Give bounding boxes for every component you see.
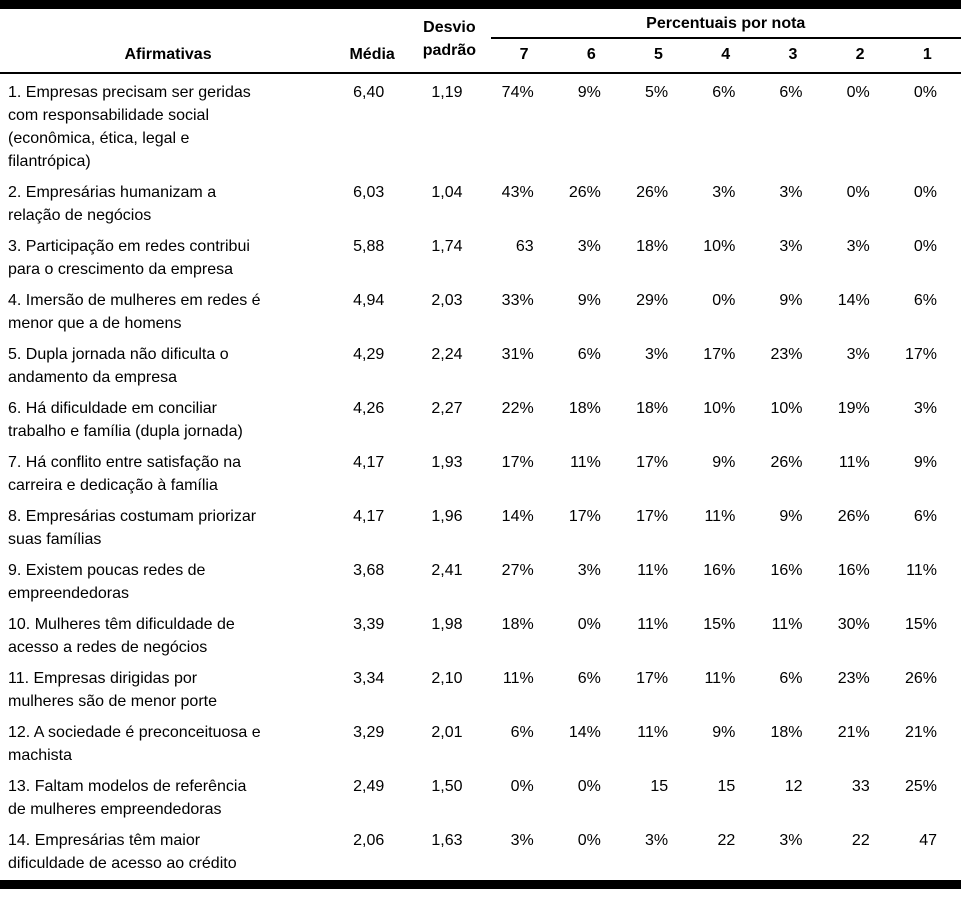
percentual-cell-nota-7: 11% xyxy=(502,670,534,687)
percentual-cell-nota-4: 17% xyxy=(703,346,736,363)
percentual-cell-nota-3: 3% xyxy=(779,238,803,255)
percentual-cell-nota-3: 11% xyxy=(771,616,803,633)
percentual-cell-nota-4: 10% xyxy=(703,238,736,255)
column-header-nota-5: 5 xyxy=(625,38,692,73)
percentual-cell-nota-2: 14% xyxy=(837,292,870,309)
column-header-nota-7: 7 xyxy=(491,38,558,73)
table-row xyxy=(0,73,961,178)
desvio-padrao-cell: 2,41 xyxy=(431,562,463,579)
table-row xyxy=(0,664,961,718)
column-header-media: Média xyxy=(336,5,408,74)
percentual-cell-nota-4: 10% xyxy=(703,400,736,417)
desvio-padrao-cell: 1,19 xyxy=(431,84,463,101)
percentual-cell-nota-6: 3% xyxy=(577,238,601,255)
afirmativa-cell: 11. Empresas dirigidas por mulheres são de menor porte xyxy=(8,670,217,710)
table-row xyxy=(0,772,961,826)
percentual-cell-nota-4: 3% xyxy=(712,184,736,201)
percentual-cell-nota-7: 63 xyxy=(515,238,534,255)
afirmativa-cell: 5. Dupla jornada não dificulta o andamento da empresa xyxy=(8,346,229,386)
header-row-top xyxy=(0,5,961,39)
percentual-cell-nota-5: 26% xyxy=(636,184,669,201)
percentual-cell-nota-1: 3% xyxy=(913,400,937,417)
desvio-padrao-cell: 1,74 xyxy=(431,238,463,255)
percentual-cell-nota-5: 29% xyxy=(636,292,669,309)
percentual-cell-nota-6: 17% xyxy=(568,508,601,525)
afirmativa-cell: 1. Empresas precisam ser geridas com responsabilidade social (econômica, ética, legal e filantrópica) xyxy=(8,84,251,170)
percentual-cell-nota-6: 0% xyxy=(577,778,601,795)
desvio-padrao-cell: 1,50 xyxy=(431,778,463,795)
percentual-cell-nota-1: 0% xyxy=(913,184,937,201)
table-row xyxy=(0,232,961,286)
percentual-cell-nota-3: 10% xyxy=(770,400,803,417)
afirmativa-cell: 8. Empresárias costumam priorizar suas famílias xyxy=(8,508,257,548)
percentual-cell-nota-4: 0% xyxy=(712,292,736,309)
column-header-nota-6: 6 xyxy=(558,38,625,73)
percentual-cell-nota-6: 26% xyxy=(568,184,601,201)
desvio-padrao-cell: 2,01 xyxy=(431,724,463,741)
percentual-cell-nota-3: 16% xyxy=(770,562,803,579)
percentual-cell-nota-1: 6% xyxy=(913,508,937,525)
percentual-cell-nota-2: 16% xyxy=(837,562,870,579)
percentual-cell-nota-1: 6% xyxy=(913,292,937,309)
percentual-cell-nota-1: 0% xyxy=(913,238,937,255)
percentual-cell-nota-1: 15% xyxy=(904,616,937,633)
afirmativa-cell: 12. A sociedade é preconceituosa e machista xyxy=(8,724,261,764)
column-header-nota-1: 1 xyxy=(894,38,961,73)
percentual-cell-nota-2: 33 xyxy=(851,778,870,795)
percentual-cell-nota-5: 5% xyxy=(644,84,669,101)
percentual-cell-nota-7: 74% xyxy=(501,84,534,101)
table-row xyxy=(0,502,961,556)
percentual-cell-nota-2: 3% xyxy=(846,238,870,255)
percentual-cell-nota-6: 14% xyxy=(568,724,601,741)
afirmativa-cell: 10. Mulheres têm dificuldade de acesso a redes de negócios xyxy=(8,616,235,656)
media-value-cell: 4,26 xyxy=(353,400,385,417)
percentual-cell-nota-7: 31% xyxy=(501,346,534,363)
media-value-cell: 4,17 xyxy=(353,508,385,525)
percentual-cell-nota-1: 0% xyxy=(913,84,937,101)
column-header-nota-2: 2 xyxy=(827,38,894,73)
percentual-cell-nota-6: 3% xyxy=(577,562,601,579)
percentual-cell-nota-4: 16% xyxy=(703,562,736,579)
desvio-padrao-cell: 1,63 xyxy=(431,832,463,849)
percentual-cell-nota-5: 17% xyxy=(636,508,669,525)
table-row xyxy=(0,718,961,772)
column-header-nota-4: 4 xyxy=(692,38,759,73)
desvio-padrao-cell: 1,98 xyxy=(431,616,463,633)
percentual-cell-nota-1: 47 xyxy=(919,832,937,849)
percentual-cell-nota-1: 21% xyxy=(904,724,937,741)
percentual-cell-nota-6: 0% xyxy=(577,832,601,849)
percentual-cell-nota-5: 11% xyxy=(637,724,669,741)
percentual-cell-nota-2: 22 xyxy=(851,832,870,849)
column-header-desvio-padrao: Desvio padrão xyxy=(408,5,490,74)
percentual-cell-nota-4: 11% xyxy=(704,670,736,687)
afirmativa-cell: 6. Há dificuldade em conciliar trabalho e família (dupla jornada) xyxy=(8,400,243,440)
percentual-cell-nota-7: 22% xyxy=(501,400,534,417)
percentual-cell-nota-3: 6% xyxy=(779,670,803,687)
percentual-cell-nota-3: 23% xyxy=(770,346,803,363)
media-value-cell: 2,06 xyxy=(353,832,385,849)
table-row xyxy=(0,610,961,664)
percentual-cell-nota-2: 26% xyxy=(837,508,870,525)
percentual-cell-nota-5: 18% xyxy=(636,238,669,255)
column-header-percentuais-por-nota: Percentuais por nota xyxy=(491,5,961,39)
percentual-cell-nota-2: 0% xyxy=(846,184,870,201)
column-header-afirmativas: Afirmativas xyxy=(0,5,336,74)
percentual-cell-nota-5: 17% xyxy=(636,454,669,471)
desvio-padrao-cell: 2,10 xyxy=(431,670,463,687)
percentual-cell-nota-5: 17% xyxy=(636,670,669,687)
percentual-cell-nota-3: 12 xyxy=(784,778,803,795)
percentual-cell-nota-2: 19% xyxy=(837,400,870,417)
percentual-cell-nota-3: 3% xyxy=(779,832,803,849)
percentual-cell-nota-5: 18% xyxy=(636,400,669,417)
percentual-cell-nota-2: 23% xyxy=(837,670,870,687)
percentual-cell-nota-4: 11% xyxy=(704,508,736,525)
percentual-cell-nota-2: 3% xyxy=(846,346,870,363)
table-row xyxy=(0,448,961,502)
percentual-cell-nota-6: 0% xyxy=(577,616,601,633)
table-row xyxy=(0,394,961,448)
percentual-cell-nota-4: 15% xyxy=(703,616,736,633)
media-value-cell: 3,39 xyxy=(353,616,385,633)
percentual-cell-nota-3: 9% xyxy=(779,508,803,525)
percentual-cell-nota-1: 9% xyxy=(913,454,937,471)
percentual-cell-nota-7: 14% xyxy=(501,508,534,525)
percentual-cell-nota-3: 18% xyxy=(770,724,803,741)
percentual-cell-nota-3: 26% xyxy=(770,454,803,471)
media-value-cell: 5,88 xyxy=(353,238,385,255)
percentual-cell-nota-7: 18% xyxy=(501,616,534,633)
desvio-padrao-cell: 1,96 xyxy=(431,508,463,525)
percentual-cell-nota-4: 15 xyxy=(717,778,736,795)
percentual-cell-nota-7: 17% xyxy=(501,454,534,471)
percentual-cell-nota-6: 18% xyxy=(568,400,601,417)
percentual-cell-nota-7: 6% xyxy=(510,724,534,741)
percentual-cell-nota-2: 11% xyxy=(838,454,870,471)
table-body xyxy=(0,73,961,885)
percentual-cell-nota-5: 3% xyxy=(644,346,669,363)
percentual-cell-nota-6: 9% xyxy=(577,292,601,309)
desvio-padrao-cell: 2,03 xyxy=(431,292,463,309)
desvio-padrao-cell: 1,04 xyxy=(431,184,463,201)
afirmativa-cell: 14. Empresárias têm maior dificuldade de acesso ao crédito xyxy=(8,832,237,872)
afirmativa-cell: 9. Existem poucas redes de empreendedoras xyxy=(8,562,206,602)
media-value-cell: 3,68 xyxy=(353,562,385,579)
table-row xyxy=(0,178,961,232)
percentual-cell-nota-5: 15 xyxy=(650,778,669,795)
afirmativa-cell: 4. Imersão de mulheres em redes é menor que a de homens xyxy=(8,292,261,332)
percentual-cell-nota-6: 6% xyxy=(577,346,601,363)
media-value-cell: 4,29 xyxy=(353,346,385,363)
table-header xyxy=(0,5,961,74)
table-row xyxy=(0,826,961,885)
percentual-cell-nota-1: 11% xyxy=(906,562,937,579)
column-header-nota-3: 3 xyxy=(759,38,826,73)
percentual-cell-nota-7: 43% xyxy=(501,184,534,201)
table-row xyxy=(0,556,961,610)
media-value-cell: 6,40 xyxy=(353,84,385,101)
afirmativa-cell: 3. Participação em redes contribui para o crescimento da empresa xyxy=(8,238,250,278)
desvio-padrao-cell: 1,93 xyxy=(431,454,463,471)
media-value-cell: 3,34 xyxy=(353,670,385,687)
percentual-cell-nota-2: 30% xyxy=(837,616,870,633)
percentual-cell-nota-5: 3% xyxy=(644,832,669,849)
afirmativa-cell: 13. Faltam modelos de referência de mulheres empreendedoras xyxy=(8,778,247,818)
percentual-cell-nota-1: 17% xyxy=(904,346,937,363)
table-row xyxy=(0,340,961,394)
percentual-cell-nota-6: 11% xyxy=(570,454,601,471)
percentual-cell-nota-7: 0% xyxy=(510,778,534,795)
percentual-cell-nota-4: 22 xyxy=(717,832,736,849)
percentual-cell-nota-2: 21% xyxy=(837,724,870,741)
percentual-cell-nota-4: 9% xyxy=(712,454,736,471)
percentual-cell-nota-5: 11% xyxy=(637,562,669,579)
percentual-cell-nota-5: 11% xyxy=(637,616,669,633)
media-value-cell: 4,17 xyxy=(353,454,385,471)
desvio-padrao-cell: 2,24 xyxy=(431,346,463,363)
percentual-cell-nota-4: 6% xyxy=(712,84,736,101)
percentual-cell-nota-7: 3% xyxy=(510,832,534,849)
media-value-cell: 2,49 xyxy=(353,778,385,795)
media-value-cell: 6,03 xyxy=(353,184,385,201)
percentual-cell-nota-2: 0% xyxy=(846,84,870,101)
media-value-cell: 3,29 xyxy=(353,724,385,741)
percentual-cell-nota-4: 9% xyxy=(712,724,736,741)
table-row xyxy=(0,286,961,340)
percentual-cell-nota-1: 25% xyxy=(904,778,937,795)
percentual-cell-nota-7: 33% xyxy=(501,292,534,309)
media-value-cell: 4,94 xyxy=(353,292,385,309)
percentual-cell-nota-7: 27% xyxy=(501,562,534,579)
afirmativa-cell: 2. Empresárias humanizam a relação de negócios xyxy=(8,184,217,224)
percentual-cell-nota-6: 9% xyxy=(577,84,601,101)
percentual-cell-nota-3: 6% xyxy=(779,84,803,101)
afirmativa-cell: 7. Há conflito entre satisfação na carreira e dedicação à família xyxy=(8,454,242,494)
desvio-padrao-cell: 2,27 xyxy=(431,400,463,417)
percentual-cell-nota-6: 6% xyxy=(577,670,601,687)
percentual-cell-nota-3: 3% xyxy=(779,184,803,201)
percentual-cell-nota-1: 26% xyxy=(904,670,937,687)
percentual-cell-nota-3: 9% xyxy=(779,292,803,309)
